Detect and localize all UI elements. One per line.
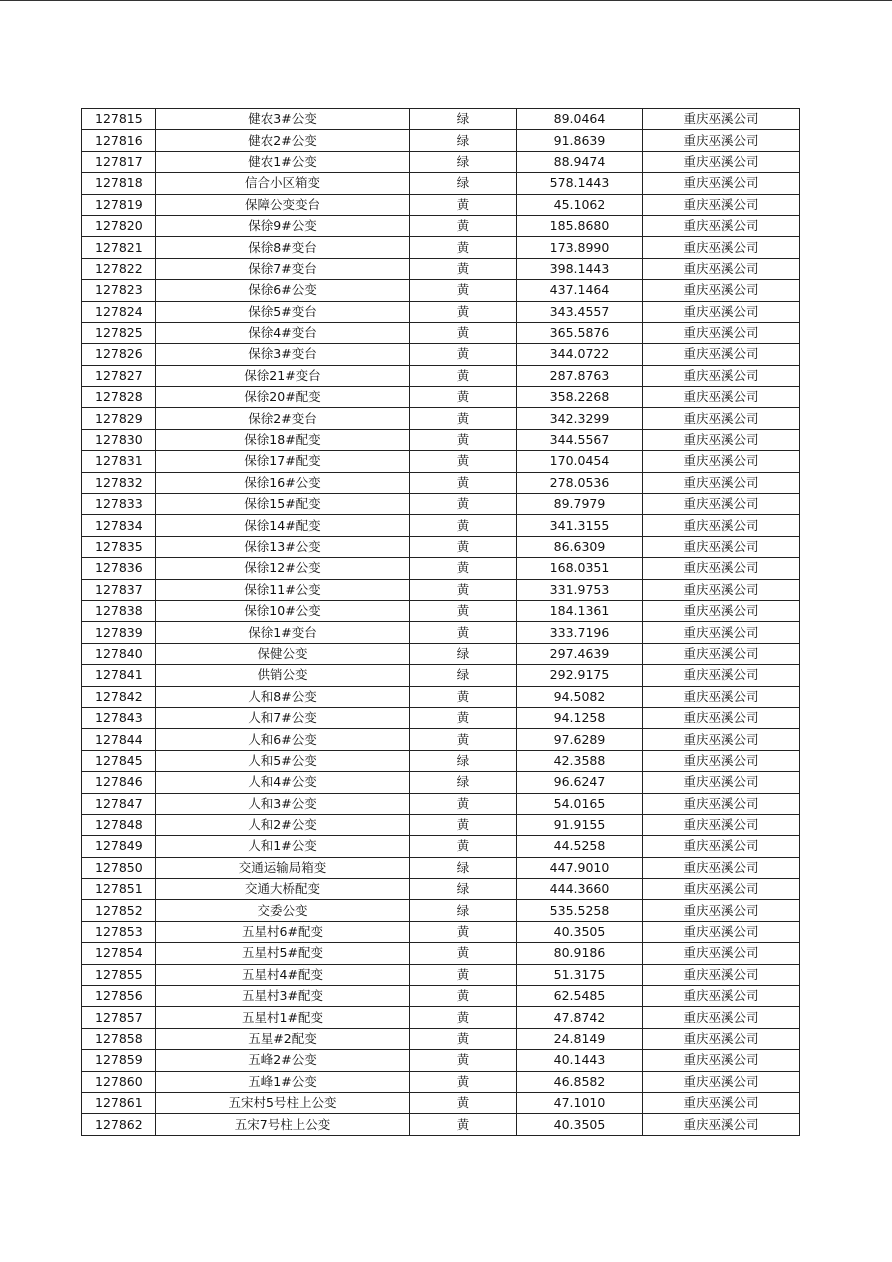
- status-color-cell: 绿: [410, 879, 517, 900]
- station-name-cell: 保徐1#变台: [156, 622, 410, 643]
- table-row: [82, 215, 800, 236]
- table-row: [82, 1114, 800, 1135]
- table-row: [82, 622, 800, 643]
- value-cell: 278.0536: [517, 472, 643, 493]
- value-cell: 45.1062: [517, 194, 643, 215]
- station-name-cell: 保徐13#公变: [156, 536, 410, 557]
- status-color-cell: 绿: [410, 643, 517, 664]
- table-row: [82, 258, 800, 279]
- row-id-cell: 127858: [82, 1028, 156, 1049]
- value-cell: 173.8990: [517, 237, 643, 258]
- row-id-cell: 127853: [82, 921, 156, 942]
- company-cell: 重庆巫溪公司: [643, 194, 800, 215]
- company-cell: 重庆巫溪公司: [643, 707, 800, 728]
- value-cell: 40.1443: [517, 1050, 643, 1071]
- row-id-cell: 127862: [82, 1114, 156, 1135]
- row-id-cell: 127825: [82, 322, 156, 343]
- value-cell: 86.6309: [517, 536, 643, 557]
- value-cell: 94.5082: [517, 686, 643, 707]
- station-name-cell: 人和8#公变: [156, 686, 410, 707]
- company-cell: 重庆巫溪公司: [643, 793, 800, 814]
- value-cell: 398.1443: [517, 258, 643, 279]
- company-cell: 重庆巫溪公司: [643, 772, 800, 793]
- status-color-cell: 黄: [410, 986, 517, 1007]
- company-cell: 重庆巫溪公司: [643, 515, 800, 536]
- value-cell: 358.2268: [517, 387, 643, 408]
- company-cell: 重庆巫溪公司: [643, 258, 800, 279]
- table-row: [82, 772, 800, 793]
- status-color-cell: 黄: [410, 408, 517, 429]
- station-name-cell: 五星村5#配变: [156, 943, 410, 964]
- company-cell: 重庆巫溪公司: [643, 857, 800, 878]
- company-cell: 重庆巫溪公司: [643, 643, 800, 664]
- company-cell: 重庆巫溪公司: [643, 301, 800, 322]
- status-color-cell: 黄: [410, 280, 517, 301]
- station-name-cell: 保徐14#配变: [156, 515, 410, 536]
- table-row: [82, 451, 800, 472]
- table-row: [82, 536, 800, 557]
- status-color-cell: 黄: [410, 729, 517, 750]
- value-cell: 170.0454: [517, 451, 643, 472]
- company-cell: 重庆巫溪公司: [643, 1050, 800, 1071]
- status-color-cell: 黄: [410, 322, 517, 343]
- station-name-cell: 人和1#公变: [156, 836, 410, 857]
- station-name-cell: 保徐10#公变: [156, 600, 410, 621]
- row-id-cell: 127838: [82, 600, 156, 621]
- table-row: [82, 130, 800, 151]
- row-id-cell: 127822: [82, 258, 156, 279]
- row-id-cell: 127834: [82, 515, 156, 536]
- station-name-cell: 人和5#公变: [156, 750, 410, 771]
- value-cell: 331.9753: [517, 579, 643, 600]
- company-cell: 重庆巫溪公司: [643, 686, 800, 707]
- station-name-cell: 健农2#公变: [156, 130, 410, 151]
- station-name-cell: 保徐12#公变: [156, 558, 410, 579]
- company-cell: 重庆巫溪公司: [643, 622, 800, 643]
- table-row: [82, 793, 800, 814]
- table-row: [82, 836, 800, 857]
- station-name-cell: 信合小区箱变: [156, 173, 410, 194]
- status-color-cell: 绿: [410, 173, 517, 194]
- value-cell: 341.3155: [517, 515, 643, 536]
- status-color-cell: 黄: [410, 429, 517, 450]
- station-name-cell: 五峰1#公变: [156, 1071, 410, 1092]
- status-color-cell: 黄: [410, 793, 517, 814]
- row-id-cell: 127856: [82, 986, 156, 1007]
- station-name-cell: 保徐18#配变: [156, 429, 410, 450]
- row-id-cell: 127829: [82, 408, 156, 429]
- row-id-cell: 127828: [82, 387, 156, 408]
- status-color-cell: 绿: [410, 772, 517, 793]
- status-color-cell: 黄: [410, 215, 517, 236]
- station-name-cell: 人和3#公变: [156, 793, 410, 814]
- value-cell: 44.5258: [517, 836, 643, 857]
- status-color-cell: 黄: [410, 1028, 517, 1049]
- table-row: [82, 173, 800, 194]
- station-name-cell: 保徐21#变台: [156, 365, 410, 386]
- value-cell: 47.1010: [517, 1092, 643, 1113]
- station-name-cell: 交通运输局箱变: [156, 857, 410, 878]
- data-table: [81, 108, 800, 1136]
- value-cell: 447.9010: [517, 857, 643, 878]
- value-cell: 94.1258: [517, 707, 643, 728]
- table-row: [82, 194, 800, 215]
- status-color-cell: 绿: [410, 900, 517, 921]
- row-id-cell: 127826: [82, 344, 156, 365]
- status-color-cell: 黄: [410, 387, 517, 408]
- status-color-cell: 黄: [410, 836, 517, 857]
- company-cell: 重庆巫溪公司: [643, 1071, 800, 1092]
- value-cell: 287.8763: [517, 365, 643, 386]
- table-row: [82, 900, 800, 921]
- status-color-cell: 黄: [410, 707, 517, 728]
- value-cell: 185.8680: [517, 215, 643, 236]
- row-id-cell: 127817: [82, 151, 156, 172]
- table-row: [82, 729, 800, 750]
- row-id-cell: 127837: [82, 579, 156, 600]
- value-cell: 80.9186: [517, 943, 643, 964]
- row-id-cell: 127820: [82, 215, 156, 236]
- status-color-cell: 黄: [410, 494, 517, 515]
- station-name-cell: 保徐16#公变: [156, 472, 410, 493]
- table-row: [82, 1007, 800, 1028]
- row-id-cell: 127830: [82, 429, 156, 450]
- table-row: [82, 429, 800, 450]
- status-color-cell: 黄: [410, 451, 517, 472]
- company-cell: 重庆巫溪公司: [643, 151, 800, 172]
- page-top-border: [0, 0, 892, 1]
- status-color-cell: 黄: [410, 686, 517, 707]
- company-cell: 重庆巫溪公司: [643, 130, 800, 151]
- row-id-cell: 127827: [82, 365, 156, 386]
- status-color-cell: 黄: [410, 365, 517, 386]
- company-cell: 重庆巫溪公司: [643, 600, 800, 621]
- row-id-cell: 127842: [82, 686, 156, 707]
- table-row: [82, 921, 800, 942]
- table-row: [82, 665, 800, 686]
- row-id-cell: 127819: [82, 194, 156, 215]
- table-row: [82, 1050, 800, 1071]
- table-row: [82, 472, 800, 493]
- status-color-cell: 黄: [410, 194, 517, 215]
- value-cell: 333.7196: [517, 622, 643, 643]
- row-id-cell: 127844: [82, 729, 156, 750]
- station-name-cell: 保徐20#配变: [156, 387, 410, 408]
- company-cell: 重庆巫溪公司: [643, 964, 800, 985]
- row-id-cell: 127821: [82, 237, 156, 258]
- company-cell: 重庆巫溪公司: [643, 237, 800, 258]
- company-cell: 重庆巫溪公司: [643, 280, 800, 301]
- table-body: [82, 109, 800, 1136]
- status-color-cell: 绿: [410, 151, 517, 172]
- row-id-cell: 127840: [82, 643, 156, 664]
- value-cell: 184.1361: [517, 600, 643, 621]
- station-name-cell: 保徐4#变台: [156, 322, 410, 343]
- station-name-cell: 保徐8#变台: [156, 237, 410, 258]
- station-name-cell: 交通大桥配变: [156, 879, 410, 900]
- value-cell: 535.5258: [517, 900, 643, 921]
- status-color-cell: 黄: [410, 536, 517, 557]
- table-row: [82, 943, 800, 964]
- value-cell: 343.4557: [517, 301, 643, 322]
- table-row: [82, 1092, 800, 1113]
- status-color-cell: 黄: [410, 1007, 517, 1028]
- company-cell: 重庆巫溪公司: [643, 387, 800, 408]
- row-id-cell: 127836: [82, 558, 156, 579]
- company-cell: 重庆巫溪公司: [643, 814, 800, 835]
- station-name-cell: 保徐17#配变: [156, 451, 410, 472]
- value-cell: 62.5485: [517, 986, 643, 1007]
- station-name-cell: 人和2#公变: [156, 814, 410, 835]
- status-color-cell: 黄: [410, 558, 517, 579]
- row-id-cell: 127859: [82, 1050, 156, 1071]
- status-color-cell: 黄: [410, 1114, 517, 1135]
- row-id-cell: 127831: [82, 451, 156, 472]
- row-id-cell: 127824: [82, 301, 156, 322]
- company-cell: 重庆巫溪公司: [643, 494, 800, 515]
- table-row: [82, 964, 800, 985]
- row-id-cell: 127823: [82, 280, 156, 301]
- row-id-cell: 127839: [82, 622, 156, 643]
- company-cell: 重庆巫溪公司: [643, 836, 800, 857]
- table-row: [82, 280, 800, 301]
- table-row: [82, 1028, 800, 1049]
- table-row: [82, 750, 800, 771]
- table-row: [82, 322, 800, 343]
- value-cell: 344.5567: [517, 429, 643, 450]
- status-color-cell: 绿: [410, 665, 517, 686]
- value-cell: 54.0165: [517, 793, 643, 814]
- status-color-cell: 黄: [410, 1092, 517, 1113]
- value-cell: 42.3588: [517, 750, 643, 771]
- value-cell: 88.9474: [517, 151, 643, 172]
- company-cell: 重庆巫溪公司: [643, 943, 800, 964]
- table-row: [82, 579, 800, 600]
- station-name-cell: 交委公变: [156, 900, 410, 921]
- value-cell: 89.7979: [517, 494, 643, 515]
- station-name-cell: 人和4#公变: [156, 772, 410, 793]
- row-id-cell: 127854: [82, 943, 156, 964]
- company-cell: 重庆巫溪公司: [643, 429, 800, 450]
- station-name-cell: 五星村3#配变: [156, 986, 410, 1007]
- status-color-cell: 黄: [410, 1071, 517, 1092]
- company-cell: 重庆巫溪公司: [643, 1007, 800, 1028]
- status-color-cell: 黄: [410, 814, 517, 835]
- row-id-cell: 127846: [82, 772, 156, 793]
- station-name-cell: 保徐3#变台: [156, 344, 410, 365]
- company-cell: 重庆巫溪公司: [643, 472, 800, 493]
- station-name-cell: 五星村4#配变: [156, 964, 410, 985]
- status-color-cell: 黄: [410, 344, 517, 365]
- table-row: [82, 344, 800, 365]
- station-name-cell: 健农3#公变: [156, 109, 410, 130]
- row-id-cell: 127832: [82, 472, 156, 493]
- company-cell: 重庆巫溪公司: [643, 109, 800, 130]
- company-cell: 重庆巫溪公司: [643, 665, 800, 686]
- company-cell: 重庆巫溪公司: [643, 986, 800, 1007]
- table-row: [82, 857, 800, 878]
- value-cell: 91.8639: [517, 130, 643, 151]
- value-cell: 96.6247: [517, 772, 643, 793]
- status-color-cell: 黄: [410, 600, 517, 621]
- company-cell: 重庆巫溪公司: [643, 451, 800, 472]
- value-cell: 47.8742: [517, 1007, 643, 1028]
- company-cell: 重庆巫溪公司: [643, 750, 800, 771]
- status-color-cell: 绿: [410, 109, 517, 130]
- company-cell: 重庆巫溪公司: [643, 1028, 800, 1049]
- station-name-cell: 保徐5#变台: [156, 301, 410, 322]
- table-row: [82, 986, 800, 1007]
- table-row: [82, 151, 800, 172]
- station-name-cell: 保徐11#公变: [156, 579, 410, 600]
- station-name-cell: 五峰2#公变: [156, 1050, 410, 1071]
- value-cell: 40.3505: [517, 921, 643, 942]
- company-cell: 重庆巫溪公司: [643, 558, 800, 579]
- station-name-cell: 五星村6#配变: [156, 921, 410, 942]
- station-name-cell: 五宋7号柱上公变: [156, 1114, 410, 1135]
- table-row: [82, 365, 800, 386]
- table-row: [82, 237, 800, 258]
- station-name-cell: 人和7#公变: [156, 707, 410, 728]
- row-id-cell: 127852: [82, 900, 156, 921]
- company-cell: 重庆巫溪公司: [643, 879, 800, 900]
- row-id-cell: 127851: [82, 879, 156, 900]
- station-name-cell: 人和6#公变: [156, 729, 410, 750]
- table-row: [82, 301, 800, 322]
- row-id-cell: 127815: [82, 109, 156, 130]
- value-cell: 46.8582: [517, 1071, 643, 1092]
- value-cell: 89.0464: [517, 109, 643, 130]
- table-row: [82, 814, 800, 835]
- company-cell: 重庆巫溪公司: [643, 729, 800, 750]
- station-name-cell: 保徐7#变台: [156, 258, 410, 279]
- station-name-cell: 保徐9#公变: [156, 215, 410, 236]
- status-color-cell: 黄: [410, 472, 517, 493]
- row-id-cell: 127833: [82, 494, 156, 515]
- company-cell: 重庆巫溪公司: [643, 322, 800, 343]
- value-cell: 365.5876: [517, 322, 643, 343]
- row-id-cell: 127855: [82, 964, 156, 985]
- status-color-cell: 黄: [410, 622, 517, 643]
- table-row: [82, 686, 800, 707]
- table-row: [82, 109, 800, 130]
- company-cell: 重庆巫溪公司: [643, 921, 800, 942]
- status-color-cell: 黄: [410, 301, 517, 322]
- table-row: [82, 707, 800, 728]
- table-row: [82, 600, 800, 621]
- company-cell: 重庆巫溪公司: [643, 344, 800, 365]
- row-id-cell: 127843: [82, 707, 156, 728]
- value-cell: 91.9155: [517, 814, 643, 835]
- row-id-cell: 127845: [82, 750, 156, 771]
- status-color-cell: 黄: [410, 943, 517, 964]
- value-cell: 51.3175: [517, 964, 643, 985]
- value-cell: 344.0722: [517, 344, 643, 365]
- status-color-cell: 黄: [410, 515, 517, 536]
- station-name-cell: 保健公变: [156, 643, 410, 664]
- value-cell: 578.1443: [517, 173, 643, 194]
- row-id-cell: 127857: [82, 1007, 156, 1028]
- station-name-cell: 健农1#公变: [156, 151, 410, 172]
- value-cell: 40.3505: [517, 1114, 643, 1135]
- value-cell: 24.8149: [517, 1028, 643, 1049]
- station-name-cell: 五星村1#配变: [156, 1007, 410, 1028]
- row-id-cell: 127847: [82, 793, 156, 814]
- status-color-cell: 绿: [410, 750, 517, 771]
- table-row: [82, 1071, 800, 1092]
- value-cell: 168.0351: [517, 558, 643, 579]
- row-id-cell: 127849: [82, 836, 156, 857]
- company-cell: 重庆巫溪公司: [643, 408, 800, 429]
- row-id-cell: 127818: [82, 173, 156, 194]
- status-color-cell: 黄: [410, 1050, 517, 1071]
- company-cell: 重庆巫溪公司: [643, 536, 800, 557]
- status-color-cell: 黄: [410, 579, 517, 600]
- row-id-cell: 127841: [82, 665, 156, 686]
- status-color-cell: 黄: [410, 964, 517, 985]
- station-name-cell: 保徐6#公变: [156, 280, 410, 301]
- table-row: [82, 879, 800, 900]
- row-id-cell: 127860: [82, 1071, 156, 1092]
- table-row: [82, 515, 800, 536]
- table-row: [82, 494, 800, 515]
- table-row: [82, 408, 800, 429]
- status-color-cell: 黄: [410, 258, 517, 279]
- value-cell: 342.3299: [517, 408, 643, 429]
- station-name-cell: 五宋村5号柱上公变: [156, 1092, 410, 1113]
- station-name-cell: 保徐15#配变: [156, 494, 410, 515]
- value-cell: 97.6289: [517, 729, 643, 750]
- row-id-cell: 127816: [82, 130, 156, 151]
- status-color-cell: 绿: [410, 130, 517, 151]
- company-cell: 重庆巫溪公司: [643, 1114, 800, 1135]
- table-row: [82, 643, 800, 664]
- row-id-cell: 127848: [82, 814, 156, 835]
- value-cell: 444.3660: [517, 879, 643, 900]
- station-name-cell: 保障公变变台: [156, 194, 410, 215]
- company-cell: 重庆巫溪公司: [643, 1092, 800, 1113]
- company-cell: 重庆巫溪公司: [643, 900, 800, 921]
- row-id-cell: 127850: [82, 857, 156, 878]
- station-name-cell: 供销公变: [156, 665, 410, 686]
- status-color-cell: 黄: [410, 237, 517, 258]
- row-id-cell: 127835: [82, 536, 156, 557]
- value-cell: 292.9175: [517, 665, 643, 686]
- table-row: [82, 387, 800, 408]
- company-cell: 重庆巫溪公司: [643, 579, 800, 600]
- station-name-cell: 五星#2配变: [156, 1028, 410, 1049]
- company-cell: 重庆巫溪公司: [643, 365, 800, 386]
- value-cell: 437.1464: [517, 280, 643, 301]
- station-name-cell: 保徐2#变台: [156, 408, 410, 429]
- company-cell: 重庆巫溪公司: [643, 215, 800, 236]
- row-id-cell: 127861: [82, 1092, 156, 1113]
- table-row: [82, 558, 800, 579]
- value-cell: 297.4639: [517, 643, 643, 664]
- company-cell: 重庆巫溪公司: [643, 173, 800, 194]
- status-color-cell: 黄: [410, 921, 517, 942]
- status-color-cell: 绿: [410, 857, 517, 878]
